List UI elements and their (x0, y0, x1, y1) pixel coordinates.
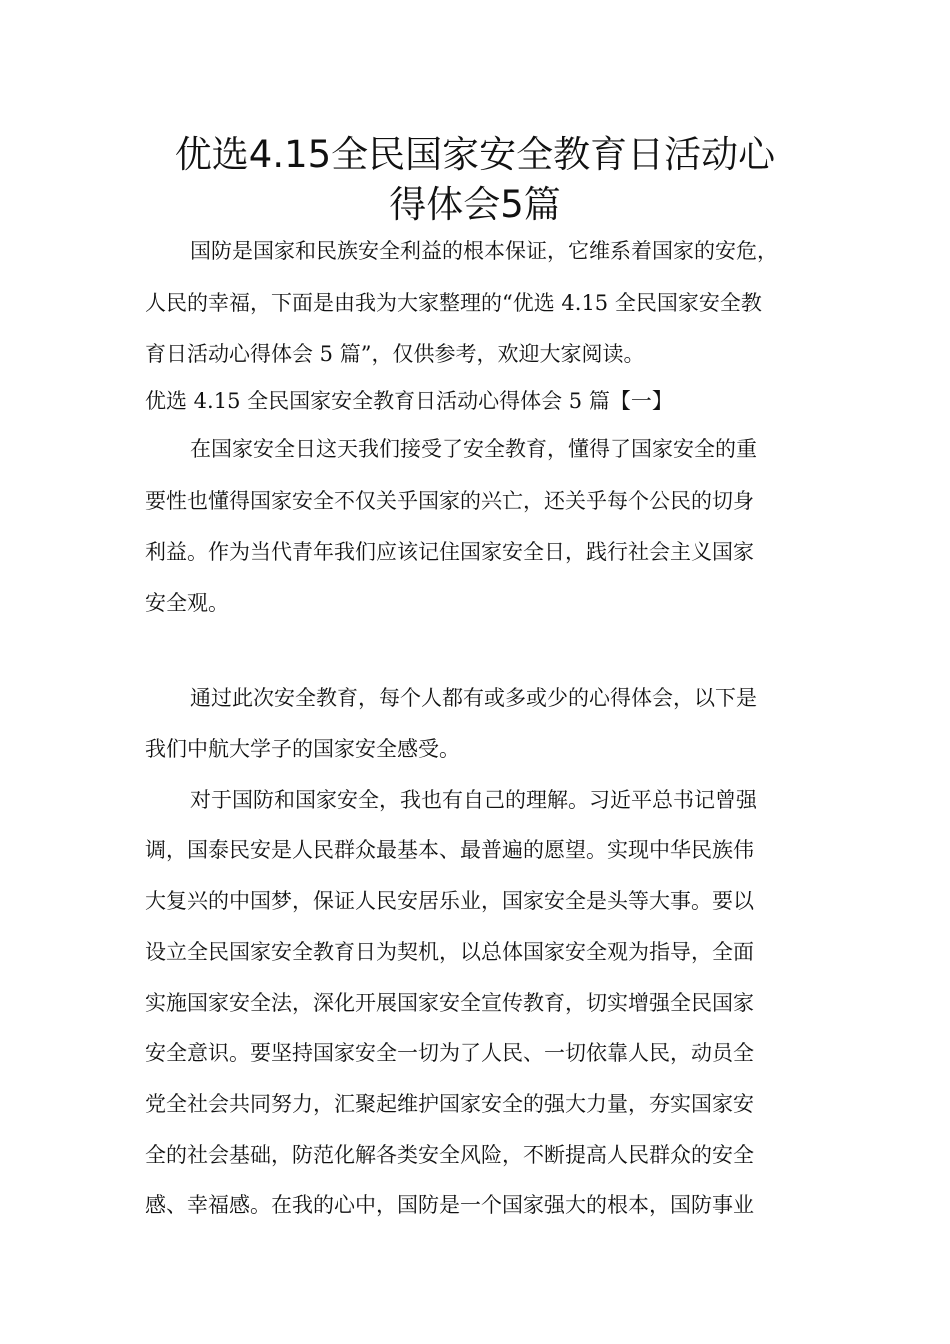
intro-line: 人民的幸福，下面是由我为大家整理的“优选 4.15 全民国家安全教 (145, 291, 762, 315)
paragraph-line: 大复兴的中国梦，保证人民安居乐业，国家安全是头等大事。要以 (145, 889, 754, 913)
document-title-line-1: 优选4.15全民国家安全教育日活动心 (174, 133, 776, 176)
paragraph-line: 我们中航大学子的国家安全感受。 (145, 737, 460, 761)
paragraph-line: 实施国家安全法，深化开展国家安全宣传教育，切实增强全民国家 (145, 991, 754, 1015)
document-title-line-2: 得体会5篇 (389, 183, 561, 226)
section-heading: 优选 4.15 全民国家安全教育日活动心得体会 5 篇【一】 (145, 389, 673, 413)
paragraph-line: 要性也懂得国家安全不仅关乎国家的兴亡，还关乎每个公民的切身 (145, 489, 754, 513)
paragraph-line: 通过此次安全教育，每个人都有或多或少的心得体会，以下是 (190, 686, 757, 710)
paragraph-line: 党全社会共同努力，汇聚起维护国家安全的强大力量，夯实国家安 (145, 1092, 754, 1116)
intro-line: 育日活动心得体会 5 篇”，仅供参考，欢迎大家阅读。 (145, 342, 645, 366)
paragraph-line: 调，国泰民安是人民群众最基本、最普遍的愿望。实现中华民族伟 (145, 838, 754, 862)
paragraph-line: 利益。作为当代青年我们应该记住国家安全日，践行社会主义国家 (145, 540, 754, 564)
paragraph-line: 安全观。 (145, 591, 229, 615)
paragraph-line: 感、幸福感。在我的心中，国防是一个国家强大的根本，国防事业 (145, 1193, 754, 1217)
paragraph-line: 在国家安全日这天我们接受了安全教育，懂得了国家安全的重 (190, 437, 757, 461)
paragraph-line: 设立全民国家安全教育日为契机，以总体国家安全观为指导，全面 (145, 940, 754, 964)
paragraph-line: 安全意识。要坚持国家安全一切为了人民、一切依靠人民，动员全 (145, 1041, 754, 1065)
intro-line: 国防是国家和民族安全利益的根本保证，它维系着国家的安危， (190, 239, 778, 263)
paragraph-line: 对于国防和国家安全，我也有自己的理解。习近平总书记曾强 (190, 788, 757, 812)
paragraph-line: 全的社会基础，防范化解各类安全风险，不断提高人民群众的安全 (145, 1143, 754, 1167)
